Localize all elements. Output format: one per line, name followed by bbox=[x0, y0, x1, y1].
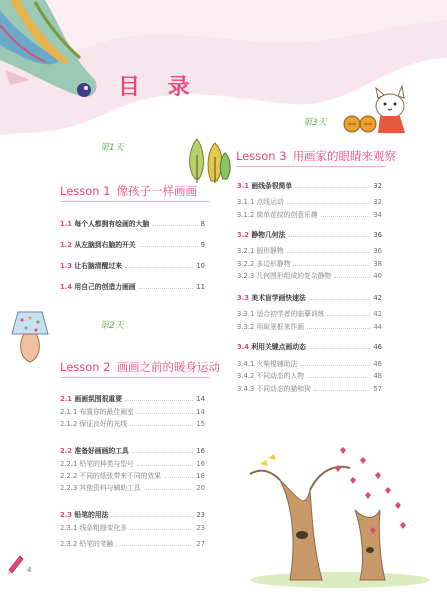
toc-entry-1-4[interactable]: 1.4 用自己的创造力画画 11 bbox=[60, 283, 205, 291]
toc-entry-2-2-2[interactable]: 2.2.2 不同的纸张带来不同的效果 18 bbox=[60, 472, 205, 480]
toc-entry-3-4-3[interactable]: 3.4.3 不同动态的猫和狗 57 bbox=[237, 385, 382, 393]
day-1-label: 第1天 bbox=[100, 143, 124, 153]
toc-entry-2-3[interactable]: 2.3 铅笔的用法 23 bbox=[60, 511, 205, 519]
toc-entry-3-2[interactable]: 3.2 静物几何法 36 bbox=[237, 231, 382, 239]
toc-entry-3-4-1[interactable]: 3.4.1 火柴棍辅助法 46 bbox=[237, 360, 382, 368]
toc-entry-2-2-3[interactable]: 2.2.3 其他资料与辅助工具 20 bbox=[60, 484, 205, 492]
toc-entry-1-2[interactable]: 1.2 从左脑到右脑的开关 9 bbox=[60, 241, 205, 249]
creature-illustration bbox=[0, 0, 110, 110]
lesson-1-title bbox=[60, 183, 197, 199]
page-title: 目 录 bbox=[118, 75, 200, 100]
lesson-2-name: 画画之前的暖身运动 bbox=[116, 360, 221, 374]
toc-entry-2-3-2[interactable]: 2.3.2 铅笔的笔触 27 bbox=[60, 540, 205, 548]
lesson-3-number: Lesson 3 bbox=[236, 149, 287, 163]
day-3-label: 第3天 bbox=[303, 118, 327, 128]
toc-entry-3-3[interactable]: 3.3 美术盲学画快速法 42 bbox=[237, 294, 382, 302]
toc-entry-2-2-1[interactable]: 2.2.1 铅笔的种类与型号 16 bbox=[60, 460, 205, 468]
lesson-3-divider bbox=[236, 166, 386, 167]
heart-tree-illustration bbox=[240, 430, 430, 590]
lesson-1-divider bbox=[60, 201, 210, 202]
toc-entry-3-3-1[interactable]: 3.3.1 适合初学者的临摹训练 42 bbox=[237, 310, 382, 318]
toc-entry-3-2-2[interactable]: 3.2.2 多边形静物 38 bbox=[237, 260, 382, 268]
lesson-1-name: 像孩子一样画画 bbox=[116, 184, 198, 198]
toc-entry-3-4[interactable]: 3.4 利用关键点画动态 46 bbox=[237, 343, 382, 351]
toc-entry-3-1[interactable]: 3.1 画线条很简单 32 bbox=[237, 182, 382, 190]
day-2-label: 第2天 bbox=[100, 321, 124, 331]
toc-entry-2-2[interactable]: 2.2 准备好画画的工具 16 bbox=[60, 447, 205, 455]
lesson-3-name: 用画家的眼睛来观察 bbox=[292, 149, 397, 163]
toc-entry-1-3[interactable]: 1.3 让右脑清醒过来 10 bbox=[60, 262, 205, 270]
lesson-2-number: Lesson 2 bbox=[60, 360, 111, 374]
page-number: 4 bbox=[27, 566, 32, 574]
toc-entry-2-1-2[interactable]: 2.1.2 保证良好的光线 15 bbox=[60, 420, 205, 428]
toc-entry-3-4-2[interactable]: 3.4.2 不同动态的人物 48 bbox=[237, 372, 382, 380]
toc-entry-3-2-3[interactable]: 3.2.3 几何图形组成的复杂静物 40 bbox=[237, 272, 382, 280]
toc-entry-3-1-2[interactable]: 3.1.2 简单花纹的创意乐趣 34 bbox=[237, 211, 382, 219]
toc-entry-3-1-1[interactable]: 3.1.1 点线运动 32 bbox=[237, 198, 382, 206]
toc-entry-2-1-1[interactable]: 2.1.1 布置你的最佳画室 14 bbox=[60, 408, 205, 416]
lesson-2-title bbox=[60, 359, 220, 375]
lesson-2-divider bbox=[60, 377, 210, 378]
toc-entry-2-1[interactable]: 2.1 画画氛围很重要 14 bbox=[60, 395, 205, 403]
trees-illustration bbox=[185, 135, 235, 185]
toc-entry-2-3-1[interactable]: 2.3.1 线条粗细变化多 23 bbox=[60, 524, 205, 532]
toc-entry-1-1[interactable]: 1.1 每个人都拥有绘画的大脑 8 bbox=[60, 220, 205, 228]
pencil-icon bbox=[6, 552, 26, 574]
toc-entry-3-3-2[interactable]: 3.3.2 用取景框来作画 44 bbox=[237, 323, 382, 331]
lesson-3-title bbox=[236, 148, 396, 164]
cat-illustration bbox=[340, 78, 420, 138]
lesson-1-number: Lesson 1 bbox=[60, 184, 111, 198]
toc-entry-3-2-1[interactable]: 3.2.1 圆形静物 36 bbox=[237, 247, 382, 255]
lamp-illustration bbox=[10, 310, 50, 365]
